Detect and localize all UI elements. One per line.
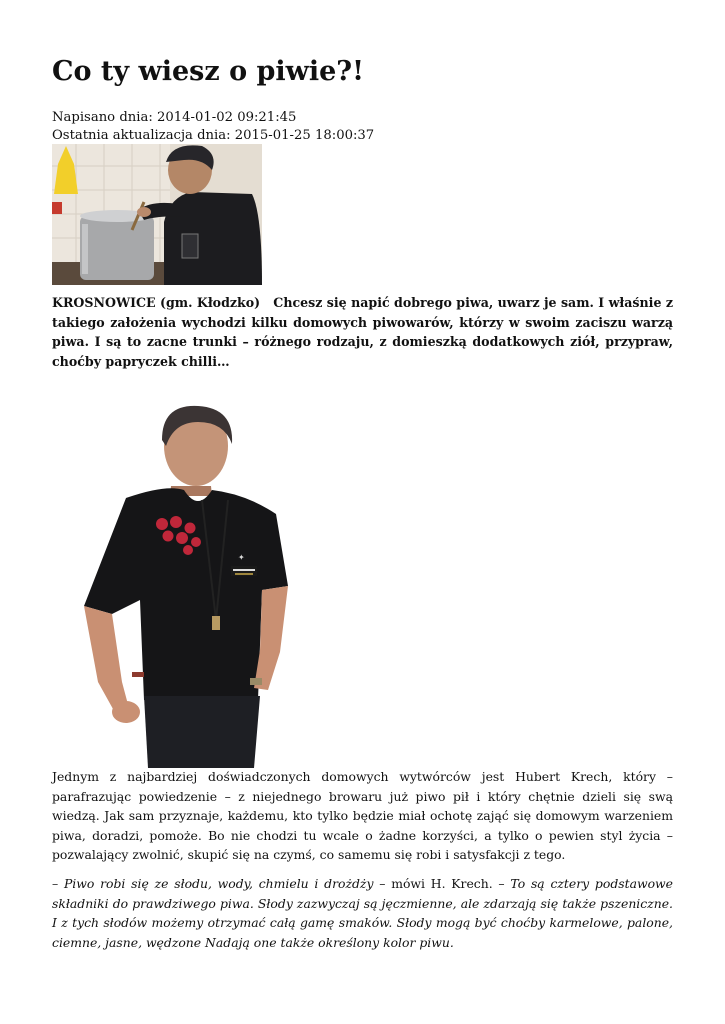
article-lead [52, 293, 673, 371]
article-quote [52, 874, 673, 952]
updated-date: Ostatnia aktualizacja dnia: 2015-01-25 18:00:37 [52, 128, 375, 143]
published-date: Napisano dnia: 2014-01-02 09:21:45 [52, 110, 297, 125]
article-meta [52, 109, 374, 145]
portrait-photo-image [66, 400, 306, 768]
quote-paragraph [52, 874, 673, 952]
svg-text:✦: ✦ [238, 553, 245, 562]
brewing-photo [52, 144, 262, 285]
body-paragraph: Jednym z najbardziej doświadczonych domowych wytwórców jest Hubert Krech, który – parafrazując powiedzenie – z niejednego browaru już piwo pił i który chętnie dzieli się swą wiedzą. Jak sam przyznaje, każdemu, kto tylko będzie miał ochotę zająć się domowym warzeniem piwa, doradzi, pomoże. Bo nie chodzi tu wcale o żadne korzyści, a tylko o pewien styl życia – pozwalający zwolnić, skupić się na czymś, co samemu się robi i satysfakcji z tego. [52, 769, 673, 862]
lead-text: Chcesz się napić dobrego piwa, uwarz je sam. I właśnie z takiego założenia wychodzi kilku domowych piwowarów, którzy w swoim zaciszu warzą piwa. I są to zacne trunki – różnego rodzaju, z domieszką dodatkowych ziół, przypraw, choćby papryczek chilli… [52, 295, 674, 369]
quote-part-1: – Piwo robi się ze słodu, wody, chmielu i drożdży [52, 876, 374, 891]
brewing-photo-image [52, 144, 262, 285]
quote-attribution: – mówi H. Krech. – [373, 876, 511, 891]
portrait-photo [66, 400, 306, 768]
lead-place: KROSNOWICE (gm. Kłodzko) [52, 295, 261, 310]
article-body [52, 767, 673, 865]
quote-part-2: To są cztery podstawowe składniki do prawdziwego piwa. Słody zazwyczaj są jęczmienne, ale zdarzają się także pszeniczne. I z tych słodów możemy otrzymać całą gamę smaków. Słody mogą być choćby karmelowe, palone, ciemne, jasne, wędzone Nadają one także określony kolor piwu. [52, 876, 673, 950]
article-title: Co ty wiesz o piwie?! [52, 56, 364, 87]
